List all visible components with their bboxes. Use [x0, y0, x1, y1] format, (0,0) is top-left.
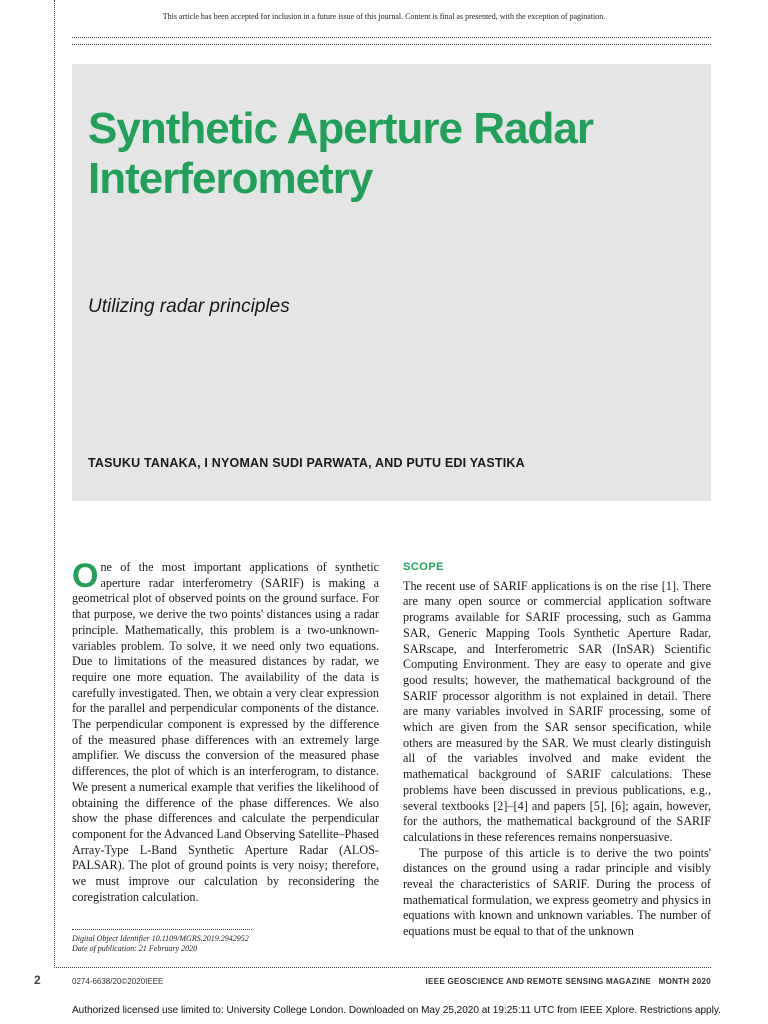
drop-cap: O [72, 557, 99, 595]
page-number: 2 [34, 973, 41, 987]
doi-rule [72, 929, 252, 930]
issue-month: MONTH 2020 [658, 977, 711, 986]
article-authors: TASUKU TANAKA, I NYOMAN SUDI PARWATA, AND PUTU EDI YASTIKA [88, 456, 525, 470]
header-rule-top [72, 37, 711, 38]
publication-date: Date of publication: 21 February 2020 [72, 944, 198, 953]
left-margin-rule [54, 0, 55, 968]
footer-rule [54, 967, 711, 968]
scope-column [403, 560, 711, 940]
issn-copyright: 0274-6638/20©2020IEEE [72, 977, 164, 986]
doi-block [72, 934, 372, 954]
magazine-name: IEEE GEOSCIENCE AND REMOTE SENSING MAGAZINE [425, 977, 652, 986]
magazine-footer [426, 977, 711, 986]
abstract-text: ne of the most important applications of synthetic aperture radar interferometry (SARIF) is making a geometrical plot of observed points on the ground surface. For that purpose, we derive the two points' distances using a radar principle. Mathematically, this problem is a two-unknown-variables problem. To solve, it we need only two equations. Due to limitations of the measured distances by radar, we require one more equation. The availability of the data is carefully investigated. Then, we obtain a very clear expression for the parallel and perpendicular components of the distance. The perpendicular component is expressed by the difference of the measured phase differences with an extremely large amplifier. We discuss the conversion of the measured phase differences, the plot of which is an interferogram, to distance. We present a numerical example that verifies the likelihood of obtaining the difference of the phase differences. We also show the phase differences and calculate the perpendicular component for the Advanced Land Observing Satellite–Phased Array-Type L-Band Synthetic Aperture Radar (ALOS-PALSAR). The plot of ground points is very noisy; therefore, we must improve our calculation by reconsidering the coregistration calculation. [72, 560, 379, 904]
doi-identifier: Digital Object Identifier 10.1109/MGRS.2019.2942952 [72, 934, 249, 943]
abstract-column [72, 557, 379, 905]
article-subtitle: Utilizing radar principles [88, 296, 290, 317]
section-heading-scope: SCOPE [403, 561, 445, 573]
acceptance-notice: This article has been accepted for inclusion in a future issue of this journal. Content is final as presented, with the exception of pagination. [162, 12, 606, 21]
license-notice: Authorized licensed use limited to: University College London. Downloaded on May 25,2020 at 19:25:11 UTC from IEEE Xplore. Restrictions apply. [72, 1005, 721, 1016]
scope-paragraph-1: The recent use of SARIF applications is on the rise [1]. There are many open source or commercial application software programs available for SARIF processing, such as Gamma SAR, Generic Mapping Tools Synthetic Aperture Radar, SARscape, and Interferometric SAR (InSAR) Scientific Computing Environment. They are easy to operate and give good results; however, the mathematical background of the SARIF processor algorithm is not explained in detail. There are many variables involved in SARIF processing, some of which are given from the SAR sensor specification, while others are measured by the SAR. We must clearly distinguish all of the variables involved and make evident the mathematical background of SARIF calculations. These problems have been discussed in previous publications, e.g., several textbooks [2]–[4] and papers [5], [6]; again, however, for the authors, the mathematical background of the SARIF calculations in these references remains nonpersuasive. [403, 578, 711, 844]
abstract-paragraph [72, 557, 379, 905]
title-banner [72, 64, 711, 501]
article-title: Synthetic Aperture Radar Interferometry [88, 104, 593, 203]
header-rule-bottom [72, 44, 711, 45]
scope-paragraph-2: The purpose of this article is to derive the two points' distances on the ground using a radar principle and visibly reveal the characteristics of SARIF. During the process of mathematical formulation, we express geometry and physics in equations with known and unknown variables. The number of equations must be equal to that of the unknown [403, 845, 711, 939]
